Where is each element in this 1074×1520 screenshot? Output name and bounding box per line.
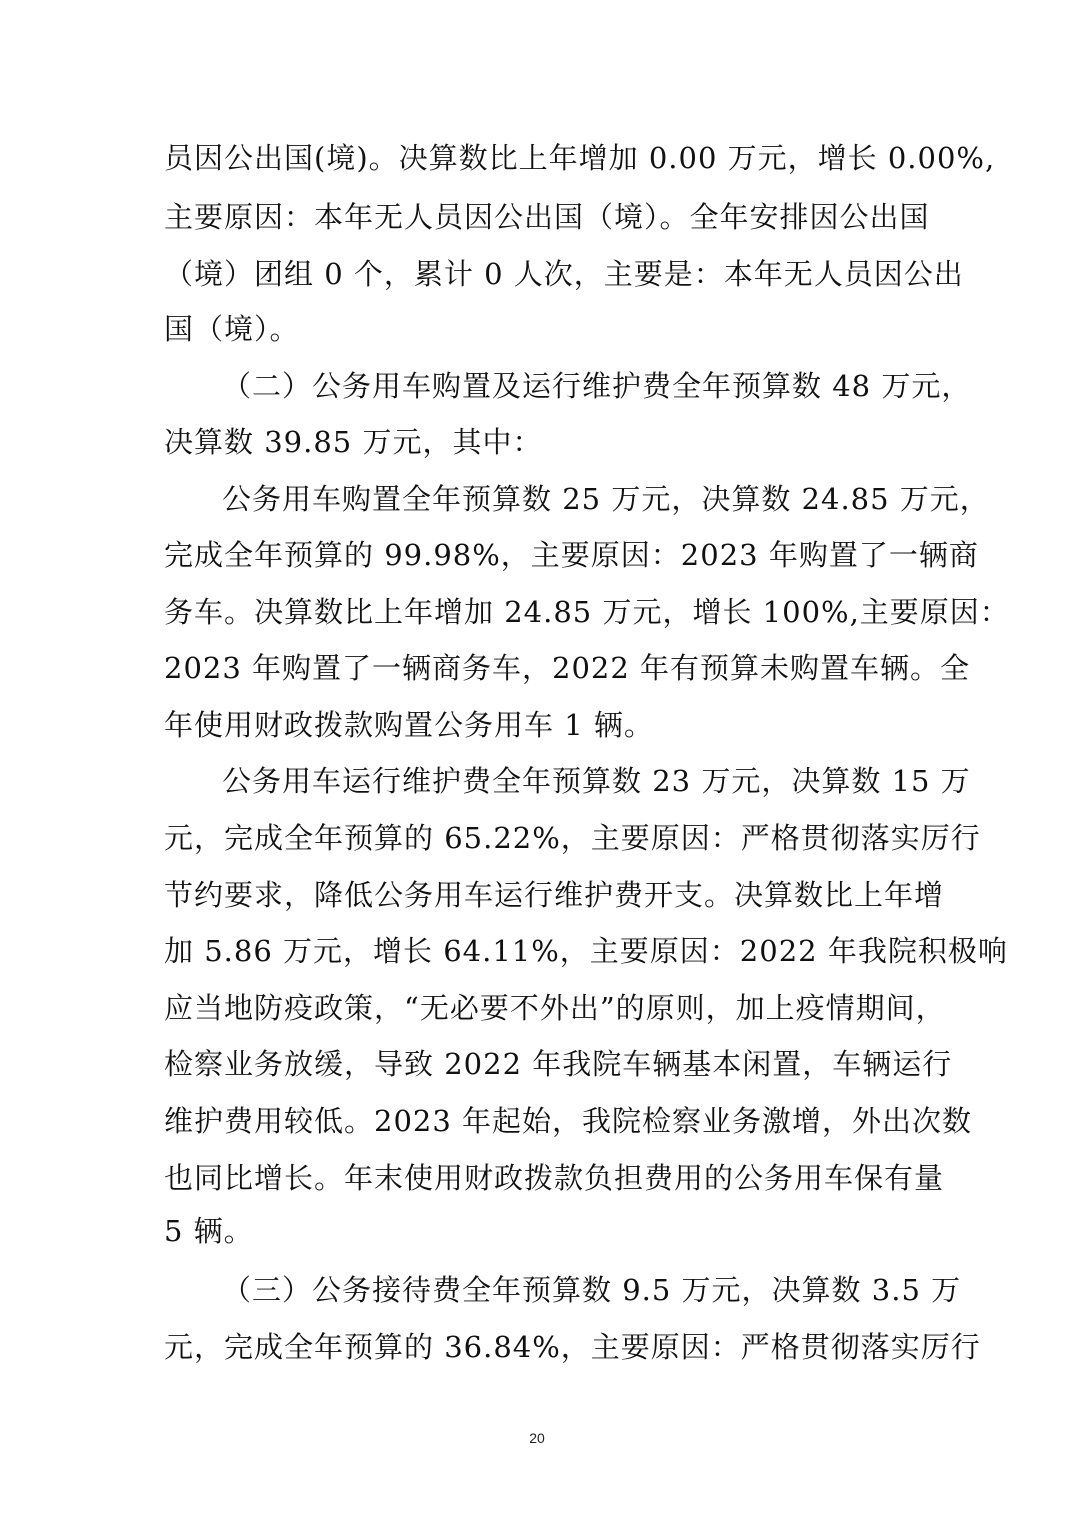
text-line: 检察业务放缓，导致 2022 年我院车辆基本闲置，车辆运行 — [164, 1047, 953, 1081]
text-line: 年使用财政拨款购置公务用车 1 辆。 — [164, 708, 654, 742]
text-line: 决算数 39.85 万元，其中： — [164, 425, 543, 459]
text-line: 元，完成全年预算的 36.84%，主要原因：严格贯彻落实厉行 — [164, 1330, 981, 1364]
text-line: 员因公出国(境)。决算数比上年增加 0.00 万元，增长 0.00%, — [164, 141, 996, 175]
text-line: 应当地防疫政策，“无必要不外出”的原则，加上疫情期间， — [164, 991, 946, 1025]
page-number: 20 — [529, 1430, 545, 1446]
text-line: （境）团组 0 个，累计 0 人次，主要是：本年无人员因公出 — [164, 257, 964, 291]
text-line: 5 辆。 — [164, 1214, 254, 1248]
text-line: 元，完成全年预算的 65.22%，主要原因：严格贯彻落实厉行 — [164, 821, 981, 855]
text-line: 务车。决算数比上年增加 24.85 万元，增长 100%,主要原因： — [164, 595, 1010, 629]
text-line: 主要原因：本年无人员因公出国（境）。全年安排因公出国 — [164, 200, 930, 234]
text-line: 也同比增长。年末使用财政拨款负担费用的公务用车保有量 — [164, 1161, 945, 1195]
text-line: 节约要求，降低公务用车运行维护费开支。决算数比上年增 — [164, 878, 945, 912]
text-line: 2023 年购置了一辆商务车，2022 年有预算未购置车辆。全 — [164, 651, 971, 685]
text-line: 完成全年预算的 99.98%，主要原因：2023 年购置了一辆商 — [164, 538, 979, 572]
text-line: 公务用车运行维护费全年预算数 23 万元，决算数 15 万 — [222, 764, 971, 798]
text-line: 公务用车购置全年预算数 25 万元，决算数 24.85 万元， — [222, 482, 990, 516]
text-line: 维护费用较低。2023 年起始，我院检察业务激增，外出次数 — [164, 1104, 973, 1138]
text-line: 国（境）。 — [164, 312, 300, 346]
text-line: （三）公务接待费全年预算数 9.5 万元，决算数 3.5 万 — [222, 1273, 962, 1307]
text-line: 加 5.86 万元，增长 64.11%，主要原因：2022 年我院积极响 — [164, 934, 1008, 968]
text-line: （二）公务用车购置及运行维护费全年预算数 48 万元， — [222, 369, 972, 403]
